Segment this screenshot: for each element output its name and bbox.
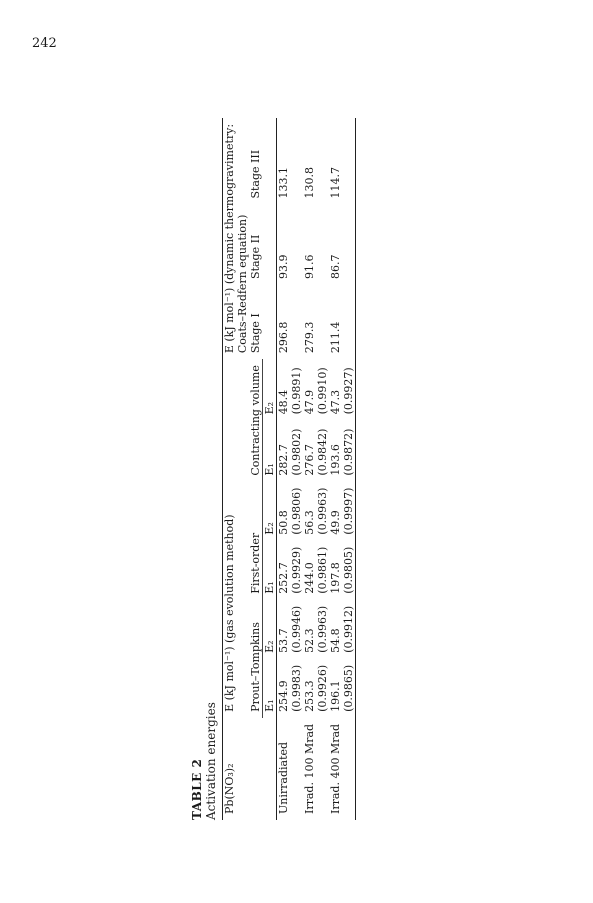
cell-r: (0.9891) (290, 367, 303, 415)
cell-r: (0.9927) (342, 367, 355, 415)
cv-e1-header: E₁ (263, 463, 276, 476)
cell-value: 54.8 (329, 628, 342, 653)
row-label: Irrad. 400 Mrad (329, 723, 342, 814)
cell-value: 279.3 (303, 321, 316, 354)
cell-value: 253.3 (303, 680, 316, 712)
cell-value: 47.9 (303, 389, 316, 415)
cell-r: (0.9963) (316, 487, 329, 535)
cell-value: 130.8 (303, 167, 316, 199)
table-title: TABLE 2 (190, 758, 204, 820)
page-number: 242 (32, 36, 57, 51)
cell-r: (0.9872) (342, 428, 355, 476)
group-thermo-line1: E (kJ mol⁻¹) (dynamic thermogravimetry: (223, 123, 236, 354)
cell-r: (0.9806) (290, 487, 303, 535)
cell-value: 48.4 (277, 389, 290, 415)
cell-value: 196.1 (329, 680, 342, 712)
row-label: Unirradiated (277, 741, 290, 814)
cell-value: 47.3 (329, 389, 342, 415)
cell-r: (0.9802) (290, 428, 303, 476)
cell-value: 86.7 (329, 254, 342, 279)
subheader-prout-tompkins: Prout–Tompkins (249, 600, 263, 718)
cell-value: 193.6 (329, 444, 342, 476)
cell-r: (0.9983) (290, 664, 303, 712)
cell-r: (0.9997) (342, 487, 355, 535)
table-caption-block (190, 50, 218, 820)
cell-r: (0.9861) (316, 546, 329, 594)
cell-value: 91.6 (303, 254, 316, 279)
stage-3-header: Stage III (249, 149, 262, 199)
cell-r: (0.9926) (316, 664, 329, 712)
cell-r: (0.9842) (316, 428, 329, 476)
cell-r: (0.9946) (290, 605, 303, 653)
group-gas-evolution: E (kJ mol⁻¹) (gas evolution method) (223, 514, 236, 712)
cell-value: 53.7 (277, 628, 290, 653)
activation-energies-table (222, 118, 356, 820)
cell-value: 282.7 (277, 444, 290, 476)
group-thermogravimetry (223, 118, 250, 359)
table-row-correlation (316, 118, 329, 820)
pt-e2-header: E₂ (263, 640, 276, 653)
subheader-contracting-volume: Contracting volume (249, 359, 263, 481)
cell-value: 252.7 (277, 562, 290, 594)
table-row (277, 118, 291, 820)
table-caption: Activation energies (204, 702, 218, 820)
cell-r: (0.9865) (342, 664, 355, 712)
cell-r: (0.9805) (342, 546, 355, 594)
fo-e2-header: E₂ (263, 522, 276, 535)
cell-r: (0.9910) (316, 367, 329, 415)
cell-value: 93.9 (277, 254, 290, 279)
stage-1-header: Stage I (249, 313, 262, 354)
table-row (303, 118, 316, 820)
cell-value: 114.7 (329, 167, 342, 199)
cell-value: 244.0 (303, 562, 316, 594)
cell-value: 133.1 (277, 167, 290, 199)
cell-value: 211.4 (329, 321, 342, 354)
pt-e1-header: E₁ (263, 699, 276, 712)
cell-r: (0.9929) (290, 546, 303, 594)
fo-e1-header: E₁ (263, 581, 276, 594)
cell-value: 56.3 (303, 510, 316, 535)
cell-value: 296.8 (277, 321, 290, 354)
row-label: Irrad. 100 Mrad (303, 723, 316, 814)
cell-r: (0.9963) (316, 605, 329, 653)
rotated-table-block (190, 50, 400, 820)
group-thermo-line2: Coats–Redfern equation) (236, 214, 249, 354)
cell-value: 49.9 (329, 510, 342, 535)
subheader-first-order: First-order (249, 482, 263, 600)
col-header-compound: Pb(NO₃)₂ (223, 763, 236, 814)
table-row-correlation (342, 118, 356, 820)
cell-value: 254.9 (277, 680, 290, 712)
stage-2-header: Stage II (249, 234, 262, 279)
table-row-correlation (290, 118, 303, 820)
table-row (329, 118, 342, 820)
cell-value: 197.8 (329, 562, 342, 594)
cv-e2-header: E₂ (263, 401, 276, 415)
cell-r: (0.9912) (342, 605, 355, 653)
cell-value: 52.3 (303, 628, 316, 653)
cell-value: 276.7 (303, 444, 316, 476)
cell-value: 50.8 (277, 510, 290, 535)
